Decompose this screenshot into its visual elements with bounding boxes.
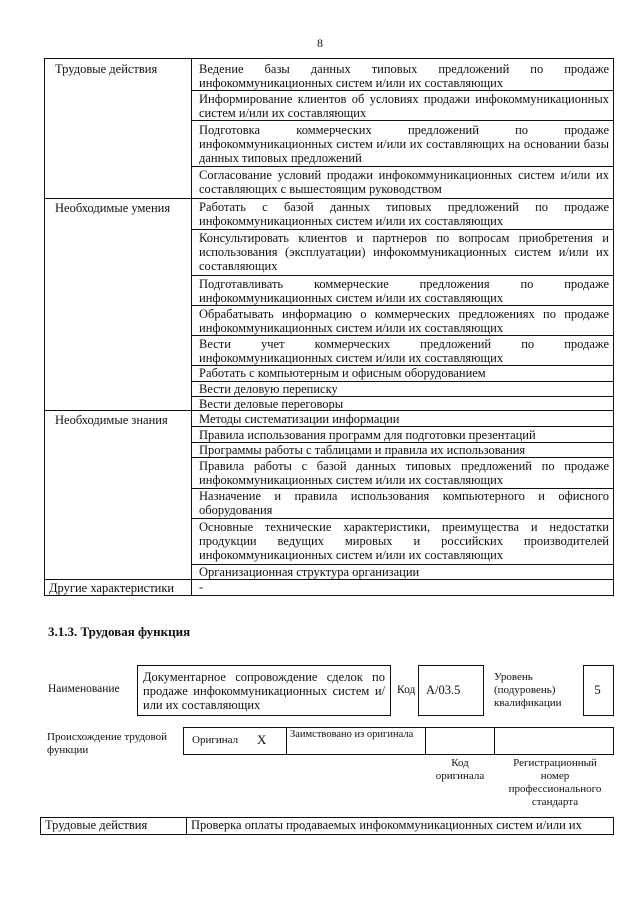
section-label-labor-actions: Трудовые действия (55, 62, 158, 76)
table-row: Подготовка коммерческих предложений по продаже инфокоммуникационных систем и/или их составляющих на основании базы данных типовых предложений (199, 123, 609, 165)
page-number: 8 (317, 36, 323, 50)
level-value: 5 (594, 682, 601, 697)
table-row: Методы систематизации информации (199, 412, 400, 426)
table-row: - (199, 580, 204, 594)
section-label-skills: Необходимые умения (55, 201, 171, 215)
reg-caption: Регистрационный номер профессионального стандарта (508, 757, 602, 808)
code-label: Код (397, 684, 416, 696)
table-row: Программы работы с таблицами и правила их использования (199, 443, 526, 457)
table-row: Вести учет коммерческих предложений по продаже инфокоммуникационных систем и/или их составляющих (199, 337, 609, 365)
table-row: Работать с базой данных типовых предложений по продаже инфокоммуникационных систем и/или их составляющих (199, 200, 609, 228)
name-label: Наименование (48, 683, 120, 695)
table-row: Подготавливать коммерческие предложения по продаже инфокоммуникационных систем и/или их составляющих (199, 277, 609, 305)
original-label: Оригинал (192, 734, 239, 746)
section-title: 3.1.3. Трудовая функция (48, 624, 191, 639)
section-label-knowledge: Необходимые знания (55, 413, 168, 427)
table-row: Основные технические характеристики, преимущества и недостатки продукции ведущих мировых и российских производителей инфокоммуникационных систем и/или их составляющих (199, 520, 609, 562)
table-row: Правила использования программ для подготовки презентаций (199, 428, 536, 442)
table-row: Ведение базы данных типовых предложений по продаже инфокоммуникационных систем и/или их составляющих (199, 62, 609, 90)
bottom-row-label: Трудовые действия (45, 818, 148, 832)
borrowed-label: Заимствовано из оригинала (290, 729, 414, 740)
table-row: Обрабатывать информацию о коммерческих предложениях по продаже инфокоммуникационных систем и/или их составляющих (199, 307, 609, 335)
code-caption: Код оригинала (435, 757, 485, 782)
table-row: Информирование клиентов об условиях продажи инфокоммуникационных систем и/или их составляющих (199, 92, 609, 120)
level-label: Уровень (подуровень) квалификации (494, 671, 562, 709)
table-row: Назначение и правила использования компьютерного и офисного оборудования (199, 489, 609, 517)
section-label-other: Другие характеристики (49, 581, 175, 595)
table-row: Вести деловую переписку (199, 382, 338, 396)
original-mark: X (257, 732, 267, 747)
function-name: Документарное сопровождение сделок по продаже инфокоммуникационных систем и/или их составляющих (143, 670, 385, 712)
table-row: Консультировать клиентов и партнеров по вопросам приобретения и использования (эксплуатации) инфокоммуникационных систем и/или их составляющих (199, 231, 609, 273)
origin-label: Происхождение трудовой функции (47, 731, 168, 756)
bottom-row-text: Проверка оплаты продаваемых инфокоммуникационных систем и/или их (191, 818, 582, 832)
table-row: Вести деловые переговоры (199, 397, 344, 410)
code-value: А/03.5 (426, 683, 461, 697)
labor-function-table (44, 58, 614, 596)
table-row: Согласование условий продажи инфокоммуникационных систем и/или их составляющих с вышестоящим руководством (199, 168, 609, 196)
table-row: Правила работы с базой данных типовых предложений по продаже инфокоммуникационных систем и/или их составляющих (199, 459, 609, 487)
table-row: Работать с компьютерным и офисным оборудованием (199, 366, 486, 380)
table-row: Организационная структура организации (199, 565, 420, 579)
